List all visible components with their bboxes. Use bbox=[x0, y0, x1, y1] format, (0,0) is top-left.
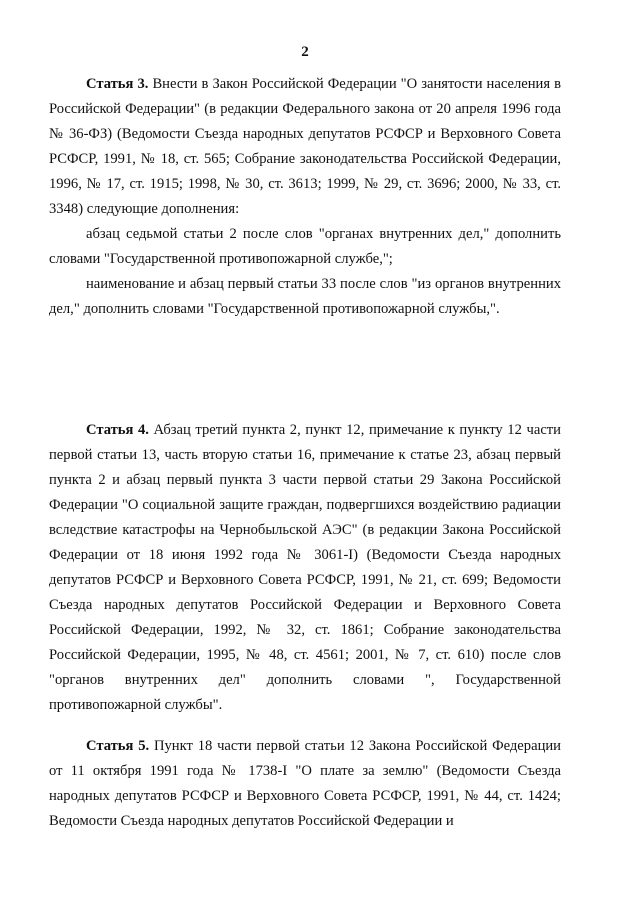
article-4-text-1: Абзац третий пункта 2, пункт 12, примечание к пункту 12 части первой статьи 13, часть вторую статьи 16, примечание к статье 23, абзац первый пункта 2 и абзац первый пункта 3 части первой статьи 29 Закона Российской Федерации "О социальной защите граждан, подвергшихся воздействию радиации вследствие катастрофы на Чернобыльской АЭС" (в редакции Закона Российской Федерации от 18 июня 1992 года № 3061-I) (Ведомости Съезда народных депутатов РСФСР и Верховного Совета РСФСР, 1991, № 21, ст. 699; Ведомости Съезда народных депутатов Российской Федерации и Верховного Совета Российской Федерации, 1992, № 32, ст. 1861; Собрание законодательства Российской Федерации, 1995, № 48, ст. 4561; 2001, № 7, ст. 610) после слов "органов внутренних дел" дополнить словами ", Государственной противопожарной службы". bbox=[49, 422, 561, 713]
article-4 bbox=[49, 418, 561, 718]
article-5 bbox=[49, 734, 561, 834]
article-3-paragraph-3: наименование и абзац первый статьи 33 после слов "из органов внутренних дел," дополнить словами "Государственной противопожарной службы,". bbox=[49, 276, 561, 317]
article-4-paragraph-1 bbox=[49, 418, 561, 718]
article-3-paragraph-2: абзац седьмой статьи 2 после слов "органах внутренних дел," дополнить словами "Государственной противопожарной службе,"; bbox=[49, 226, 561, 267]
article-3-paragraph-1 bbox=[49, 72, 561, 222]
article-5-paragraph-1 bbox=[49, 734, 561, 834]
article-3-heading: Статья 3. bbox=[86, 76, 149, 92]
article-5-heading: Статья 5. bbox=[86, 738, 150, 754]
article-5-text-1: Пункт 18 части первой статьи 12 Закона Российской Федерации от 11 октября 1991 года № 1738-I "О плате за землю" (Ведомости Съезда народных депутатов РСФСР и Верховного Совета РСФСР, 1991, № 44, ст. 1424; Ведомости Съезда народных депутатов Российской Федерации и bbox=[49, 738, 561, 829]
article-3-text-1: Внести в Закон Российской Федерации "О занятости населения в Российской Федерации" (в редакции Федерального закона от 20 апреля 1996 года № 36-ФЗ) (Ведомости Съезда народных депутатов РСФСР и Верховного Совета РСФСР, 1991, № 18, ст. 565; Собрание законодательства Российской Федерации, 1996, № 17, ст. 1915; 1998, № 30, ст. 3613; 1999, № 29, ст. 3696; 2000, № 33, ст. 3348) следующие дополнения: bbox=[49, 76, 561, 217]
article-3 bbox=[49, 72, 561, 322]
article-4-heading: Статья 4. bbox=[86, 422, 149, 438]
page-number: 2 bbox=[301, 44, 309, 60]
